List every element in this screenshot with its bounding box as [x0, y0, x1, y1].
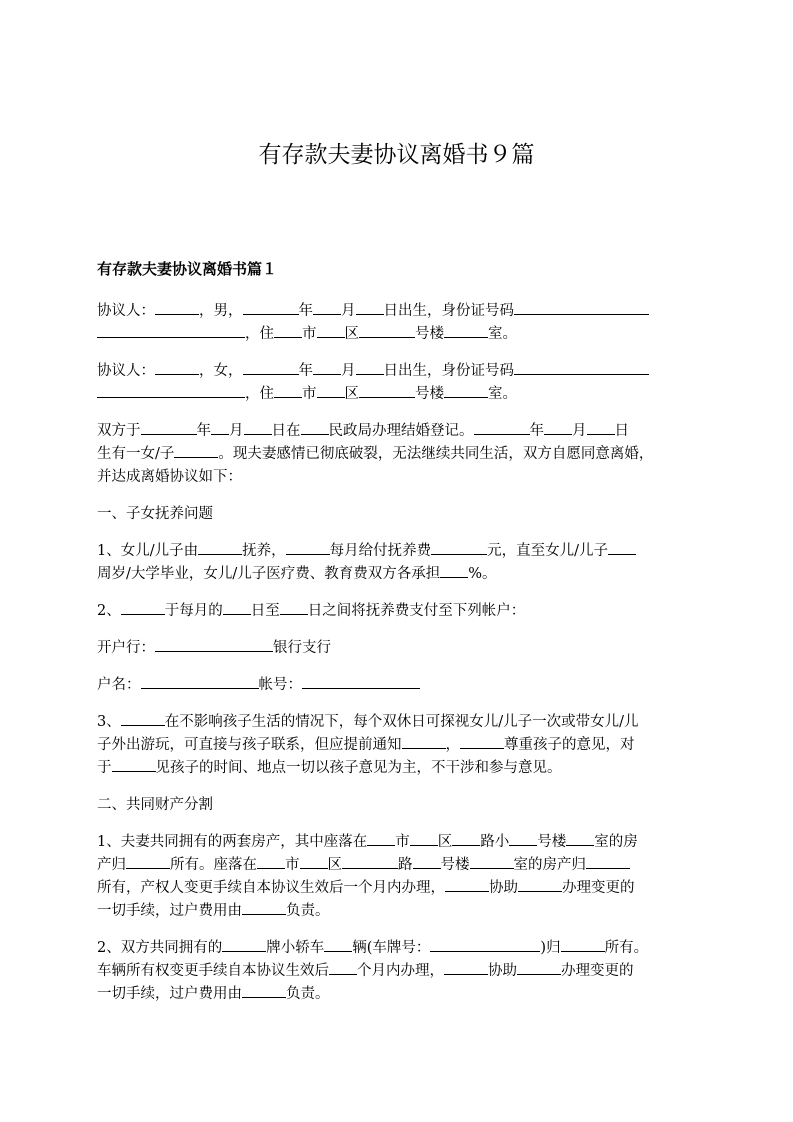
blank-field	[324, 937, 352, 952]
blank-field	[431, 540, 487, 555]
text: 一切手续，过户费用由	[97, 986, 242, 1002]
blank-field	[300, 854, 328, 869]
text: 市	[285, 857, 300, 873]
paragraph-payment	[97, 600, 701, 623]
text: 尊重孩子的意见，对	[504, 737, 635, 753]
blank-field	[223, 600, 251, 615]
blank-field	[410, 831, 438, 846]
blank-field	[243, 300, 299, 315]
text: 办理变更的	[562, 880, 635, 896]
text: 月	[229, 423, 244, 439]
document-title: 有存款夫妻协议离婚书９篇	[258, 142, 535, 168]
blank-field	[141, 420, 197, 435]
text: 室的房	[594, 834, 638, 850]
text: 所有，产权人变更手续自本协议生效后一个月内办理，	[97, 880, 445, 896]
text: )归	[540, 940, 561, 956]
text: 日至	[250, 603, 280, 619]
text: 协议人：	[97, 363, 155, 379]
paragraph-custody	[97, 540, 701, 586]
text: 银行支行	[273, 640, 331, 656]
text: 日出生，身份证号码	[383, 303, 514, 319]
paragraph-bank	[97, 637, 701, 660]
text: 负责。	[286, 986, 330, 1002]
blank-field	[608, 540, 636, 555]
blank-field	[359, 383, 415, 398]
paragraph-marriage	[97, 420, 701, 489]
text: 日出生，身份证号码	[383, 363, 514, 379]
blank-field	[286, 540, 330, 555]
text: 3、	[97, 714, 121, 730]
blank-field	[313, 300, 341, 315]
text: 于每月的	[164, 603, 223, 619]
blank-field	[413, 854, 441, 869]
text: 区	[344, 386, 359, 402]
blank-field	[121, 600, 165, 615]
text: 日之间将抚养费支付至下列帐户：	[307, 603, 526, 619]
blank-field	[317, 383, 345, 398]
text: 牌小轿车	[266, 940, 325, 956]
section-heading: 有存款夫妻协议离婚书篇１	[97, 260, 278, 278]
text: 1、女儿/儿子由	[97, 543, 199, 559]
blank-field	[509, 831, 537, 846]
text: 月	[572, 423, 587, 439]
text: 所有。	[604, 940, 649, 956]
blank-field	[356, 300, 384, 315]
blank-field	[313, 360, 341, 375]
section-heading-property: 二、共同财产分割	[97, 797, 213, 813]
blank-field	[112, 757, 156, 772]
text: 年	[196, 423, 211, 439]
text: 生有一女/子	[97, 446, 175, 462]
text: ，男，	[199, 303, 243, 319]
text: 1、夫妻共同拥有的两套房产，其中座落在	[97, 834, 368, 850]
text: 协助	[489, 880, 518, 896]
text: 年	[529, 423, 544, 439]
text: 室。	[488, 326, 517, 342]
text: 年	[298, 363, 313, 379]
blank-field	[242, 900, 286, 915]
text: 2、双方共同拥有的	[97, 940, 223, 956]
text: 号楼	[415, 326, 444, 342]
blank-field	[302, 674, 420, 689]
blank-field	[155, 637, 273, 652]
blank-field	[342, 854, 398, 869]
blank-field	[329, 960, 357, 975]
paragraph-account	[97, 674, 701, 697]
text: 协议人：	[97, 303, 155, 319]
blank-field	[460, 734, 504, 749]
blank-field	[367, 831, 395, 846]
text: 个月内办理，	[357, 963, 444, 979]
text: 子外出游玩，可直接与孩子联系，但应提前通知	[97, 737, 402, 753]
text: 市	[302, 326, 317, 342]
text: 户名：	[97, 677, 141, 693]
text: 号楼	[415, 386, 444, 402]
text: 市	[395, 834, 410, 850]
text: 元，直至女儿/儿子	[487, 543, 609, 559]
text: 室。	[488, 386, 517, 402]
text: 每月给付抚养费	[329, 543, 432, 559]
text: 年	[298, 303, 313, 319]
document-body	[97, 300, 701, 1020]
blank-field	[243, 360, 299, 375]
text: 月	[341, 363, 356, 379]
text: 双方于	[97, 423, 141, 439]
text: 市	[302, 386, 317, 402]
blank-field	[514, 360, 649, 375]
text: 在不影响孩子生活的情况下，每个双休日可探视女儿/儿子一次或带女儿/儿	[164, 714, 639, 730]
text: 区	[327, 857, 342, 873]
blank-field	[274, 323, 302, 338]
text: 周岁/大学毕业，女儿/儿子医疗费、教育费双方各承担	[97, 566, 441, 582]
text: 民政局办理结婚登记。	[328, 423, 474, 439]
blank-field	[242, 983, 286, 998]
blank-field	[544, 420, 572, 435]
text: %。	[468, 566, 497, 582]
blank-field	[566, 831, 594, 846]
text: ，女，	[199, 363, 243, 379]
blank-field	[126, 854, 170, 869]
blank-field	[174, 443, 218, 458]
blank-field	[301, 420, 329, 435]
blank-field	[359, 323, 415, 338]
paragraph-houses	[97, 831, 701, 923]
blank-field	[444, 383, 488, 398]
text: 办理变更的	[561, 963, 634, 979]
blank-field	[155, 300, 199, 315]
blank-field	[198, 540, 242, 555]
paragraph-party-male	[97, 300, 701, 346]
text: 帐号：	[258, 677, 302, 693]
blank-field	[222, 937, 266, 952]
blank-field	[244, 420, 272, 435]
text: 室的房产归	[513, 857, 586, 873]
text: 抚养，	[242, 543, 286, 559]
blank-field	[121, 711, 165, 726]
blank-field	[356, 360, 384, 375]
blank-field	[517, 960, 561, 975]
text: 路	[398, 857, 413, 873]
text: 日	[614, 423, 629, 439]
text: 2、	[97, 603, 121, 619]
text: 辆(车牌号：	[352, 940, 431, 956]
blank-field	[155, 360, 199, 375]
text: 区	[437, 834, 453, 850]
text: ，	[445, 737, 460, 753]
blank-field	[561, 937, 605, 952]
blank-field	[587, 420, 615, 435]
blank-field	[444, 960, 488, 975]
text: 区	[344, 326, 359, 342]
blank-field	[97, 383, 245, 398]
blank-field	[317, 323, 345, 338]
blank-field	[280, 600, 308, 615]
blank-field	[402, 734, 446, 749]
text: 路小	[480, 834, 510, 850]
blank-field	[274, 383, 302, 398]
blank-field	[430, 937, 540, 952]
blank-field	[474, 420, 530, 435]
blank-field	[141, 674, 259, 689]
text: 协助	[488, 963, 517, 979]
blank-field	[470, 854, 514, 869]
blank-field	[440, 563, 468, 578]
blank-field	[514, 300, 649, 315]
blank-field	[444, 323, 488, 338]
blank-field	[518, 877, 562, 892]
text: 。现夫妻感情已彻底破裂，无法继续共同生活，双方自愿同意离婚，	[218, 446, 654, 462]
blank-field	[257, 854, 285, 869]
text: ，住	[245, 326, 274, 342]
text: 号楼	[440, 857, 470, 873]
text: 见孩子的时间、地点一切以孩子意见为主，不干涉和参与意见。	[155, 760, 562, 776]
blank-field	[97, 323, 245, 338]
text: 车辆所有权变更手续自本协议生效后	[97, 963, 329, 979]
text: 产归	[97, 857, 126, 873]
paragraph-party-female	[97, 360, 701, 406]
text: 月	[341, 303, 356, 319]
blank-field	[445, 877, 489, 892]
text: 开户行：	[97, 640, 155, 656]
text: 日在	[271, 423, 301, 439]
text: 并达成离婚协议如下：	[97, 469, 242, 485]
section-heading-children: 一、子女抚养问题	[97, 506, 213, 522]
blank-field	[452, 831, 480, 846]
blank-field	[586, 854, 630, 869]
text: ，住	[245, 386, 274, 402]
paragraph-car	[97, 937, 701, 1006]
paragraph-visitation	[97, 711, 701, 780]
text: 于	[97, 760, 112, 776]
text: 负责。	[286, 903, 330, 919]
text: 所有。座落在	[170, 857, 257, 873]
text: 号楼	[537, 834, 567, 850]
blank-field	[211, 420, 229, 435]
text: 一切手续，过户费用由	[97, 903, 242, 919]
